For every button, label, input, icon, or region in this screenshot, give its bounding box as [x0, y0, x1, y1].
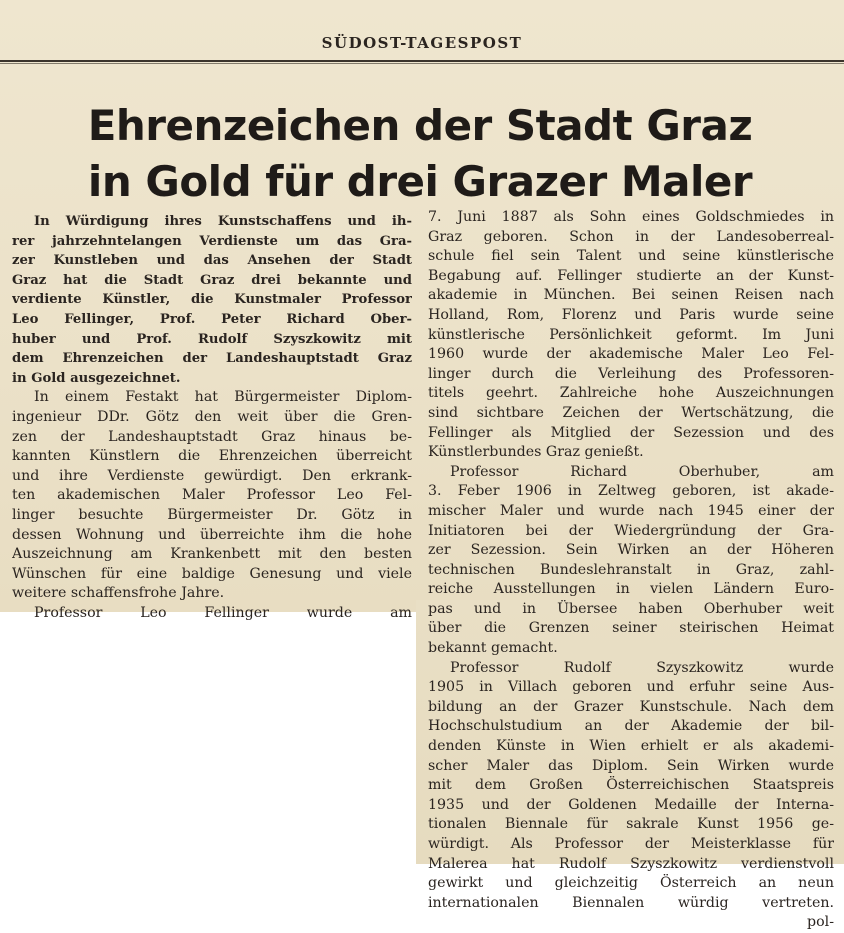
article-text-line: kannten Künstlern die Ehrenzeichen überreicht [12, 448, 412, 465]
article-text-line: ingenieur DDr. Götz den weit über die Gren- [12, 408, 412, 425]
article-text-line: Wünschen für eine baldige Genesung und viele [12, 565, 412, 582]
masthead-rule-thin [0, 63, 844, 64]
article-text-line: gewirkt und gleichzeitig Österreich an neun [428, 875, 834, 892]
article-text-line: tionalen Biennale für sakrale Kunst 1956 ge- [428, 816, 834, 833]
article-text-line: Leo Fellinger, Prof. Peter Richard Ober- [12, 311, 412, 327]
article-text-line: bildung an der Grazer Kunstschule. Nach dem [428, 698, 834, 715]
article-text-line: Initiatoren bei der Wiedergründung der Gra- [428, 522, 834, 539]
article-text-line: zer Sezession. Sein Wirken an der Höheren [428, 542, 834, 559]
article-text-line: pol- [807, 914, 834, 931]
article-text-line: internationalen Biennalen würdig vertreten. [428, 894, 834, 911]
article-text-line: dessen Wohnung und überreichte ihm die hohe [12, 526, 412, 543]
article-text-line: Professor Richard Oberhuber, am [450, 463, 834, 480]
article-text-line: schule fiel sein Talent und seine künstlerische [428, 248, 834, 265]
article-text-line: technischen Bundeslehranstalt in Graz, zahl- [428, 561, 834, 578]
article-text-line: 7. Juni 1887 als Sohn eines Goldschmiedes in [428, 209, 834, 225]
article-text-line: dem Ehrenzeichen der Landeshauptstadt Graz [12, 351, 412, 367]
article-text-line: bekannt gemacht. [428, 640, 558, 657]
masthead-bar [0, 28, 844, 62]
article-headline [20, 98, 820, 210]
article-text-line: 3. Feber 1906 in Zeltweg geboren, ist akade- [428, 483, 834, 500]
article-text-line: Künstlerbundes Graz genießt. [428, 444, 644, 461]
article-text-line: titels geehrt. Zahlreiche hohe Auszeichnungen [428, 385, 834, 402]
article-text-line: Fellinger als Mitglied der Sezession und des [428, 424, 834, 441]
article-text-line: zer Kunstleben und das Ansehen der Stadt [12, 253, 412, 269]
article-text-line: huber und Prof. Rudolf Szyszkowitz mit [12, 331, 412, 347]
article-text-line: verdiente Künstler, die Kunstmaler Professor [12, 292, 412, 308]
article-text-line: ten akademischen Maler Professor Leo Fel- [12, 487, 412, 504]
article-text-line: Auszeichnung am Krankenbett mit den besten [12, 546, 412, 563]
article-text-line: künstlerische Persönlichkeit geformt. Im Juni [428, 326, 834, 343]
article-text-line: Graz geboren. Schon in der Landesoberreal- [428, 228, 834, 245]
article-text-line: mit dem Großen Österreichischen Staatspreis [428, 777, 834, 794]
article-text-line: denden Künste in Wien erhielt er als akademi- [428, 738, 834, 755]
article-text-line: akademie in München. Bei seinen Reisen nach [428, 287, 834, 304]
article-text-line: pas und in Übersee haben Oberhuber weit [428, 600, 834, 617]
article-text-line: Professor Rudolf Szyszkowitz wurde [450, 659, 834, 676]
article-text-line: In einem Festakt hat Bürgermeister Diplom- [34, 389, 412, 406]
article-text-line: scher Maler das Diplom. Sein Wirken wurde [428, 757, 834, 774]
article-text-line: Graz hat die Stadt Graz drei bekannte und [12, 272, 412, 288]
article-text-line: Hochschulstudium an der Akademie der bil- [428, 718, 834, 735]
article-text-line: Holland, Rom, Florenz und Paris wurde seine [428, 306, 834, 323]
article-text-line: in Gold ausgezeichnet. [12, 370, 181, 386]
newspaper-masthead: SÜDOST-TAGESPOST [321, 34, 523, 52]
article-text-line: und ihre Verdienste gewürdigt. Den erkrank- [12, 467, 412, 484]
article-text-line: zen der Landeshauptstadt Graz hinaus be- [12, 428, 412, 445]
headline-line-2: in Gold für drei Grazer Maler [87, 157, 753, 206]
article-text-line: weitere schaffensfrohe Jahre. [12, 585, 225, 602]
article-column-right [428, 208, 834, 933]
article-text-line: 1935 und der Goldenen Medaille der Interna- [428, 796, 834, 813]
article-text-line: Begabung auf. Fellinger studierte an der Kunst- [428, 267, 834, 284]
article-text-line: 1905 in Villach geboren und erfuhr seine Aus- [428, 679, 834, 696]
article-text-line: reiche Ausstellungen in vielen Ländern Euro- [428, 581, 834, 598]
article-text-line: Professor Leo Fellinger wurde am [34, 604, 412, 621]
article-text-line: linger durch die Verleihung des Professoren- [428, 365, 834, 382]
article-text-line: über die Grenzen seiner steirischen Heimat [428, 620, 834, 637]
article-text-line: würdigt. Als Professor der Meisterklasse für [428, 836, 834, 852]
article-text-line: In Würdigung ihres Kunstschaffens und ih- [34, 214, 412, 229]
article-text-line: linger besuchte Bürgermeister Dr. Götz in [12, 506, 412, 523]
article-text-line: rer jahrzehntelangen Verdienste um das Gra- [12, 233, 412, 249]
article-text-line: sind sichtbare Zeichen der Wertschätzung, die [428, 404, 834, 421]
masthead-rule [0, 60, 844, 62]
article-text-line: Malerea hat Rudolf Szyszkowitz verdienstvoll [428, 855, 834, 872]
headline-line-1: Ehrenzeichen der Stadt Graz [87, 101, 753, 150]
article-text-line: mischer Maler und wurde nach 1945 einer der [428, 502, 834, 519]
article-column-left [12, 212, 412, 623]
article-text-line: 1960 wurde der akademische Maler Leo Fel- [428, 346, 834, 363]
